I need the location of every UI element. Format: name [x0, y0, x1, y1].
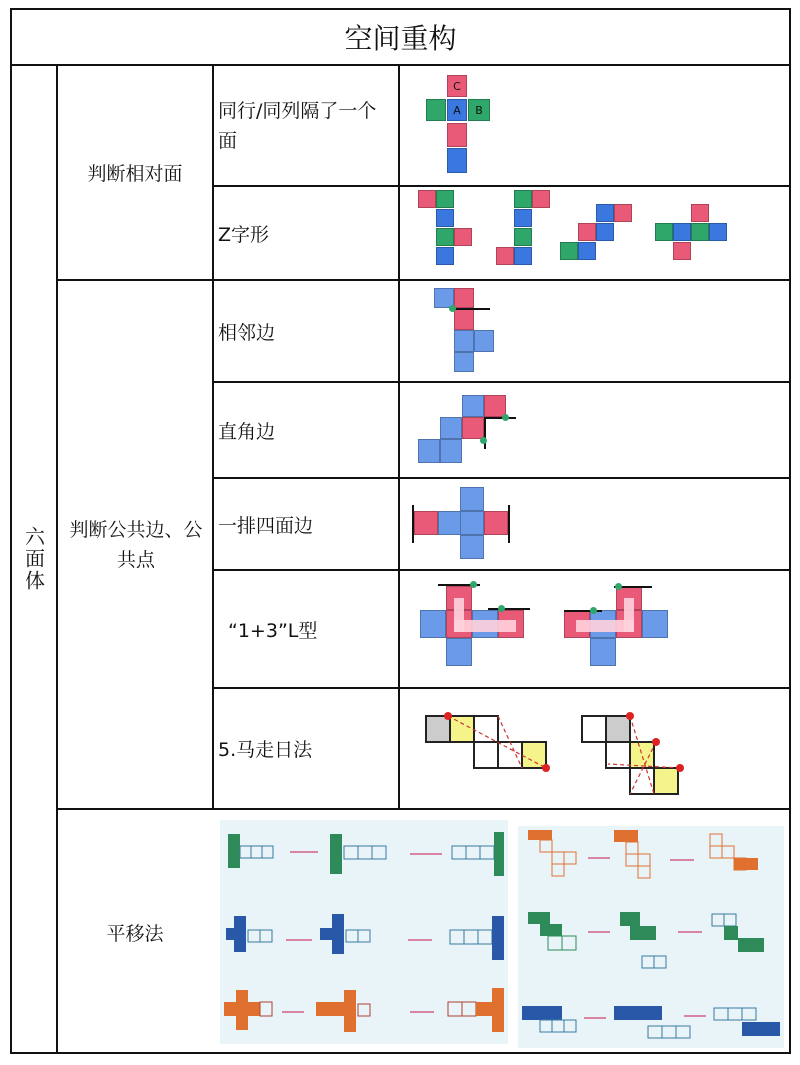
row-label-l-shape: “1+3”L型 [228, 619, 318, 642]
row-label-right-angle-edge: 直角边 [218, 420, 276, 443]
face-bottom [447, 148, 467, 173]
figure-knight-move [418, 700, 698, 804]
category-cell [12, 66, 56, 1052]
row-label-knight-move: 5.马走日法 [218, 739, 313, 761]
face-c: C [447, 75, 467, 97]
page-title: 空间重构 [344, 22, 457, 55]
face-lower [447, 123, 467, 147]
figure-row-of-four [410, 485, 514, 563]
face-a: A [447, 99, 467, 121]
group-label-translate: 平移法 [106, 922, 164, 945]
figure-z-shapes [418, 190, 738, 270]
row-label-z-shape: Z字形 [218, 223, 270, 246]
translate-panel-left [220, 820, 508, 1044]
figure-cross-net [426, 75, 496, 175]
row-label-row-of-four: 一排四面边 [218, 514, 314, 537]
figure-l-shapes [418, 578, 678, 678]
figure-adjacent-edge [430, 286, 510, 376]
group-label-opposite: 判断相对面 [87, 163, 183, 185]
face-b: B [468, 99, 490, 121]
translate-panel-right [518, 826, 784, 1048]
translate-sketch-left [220, 820, 508, 1044]
category-label: 六面体 [21, 526, 46, 592]
face-left [426, 99, 446, 121]
col-divider-3 [398, 64, 400, 809]
col-divider-2 [212, 64, 214, 809]
row-label-adjacent-edge: 相邻边 [218, 321, 276, 344]
translate-sketch-right [518, 826, 784, 1048]
row-label-same-line: 同行/同列隔了一个面 [218, 99, 377, 152]
figure-right-angle-edge [418, 393, 528, 471]
group-label-shared: 判断公共边、公共点 [69, 518, 203, 571]
